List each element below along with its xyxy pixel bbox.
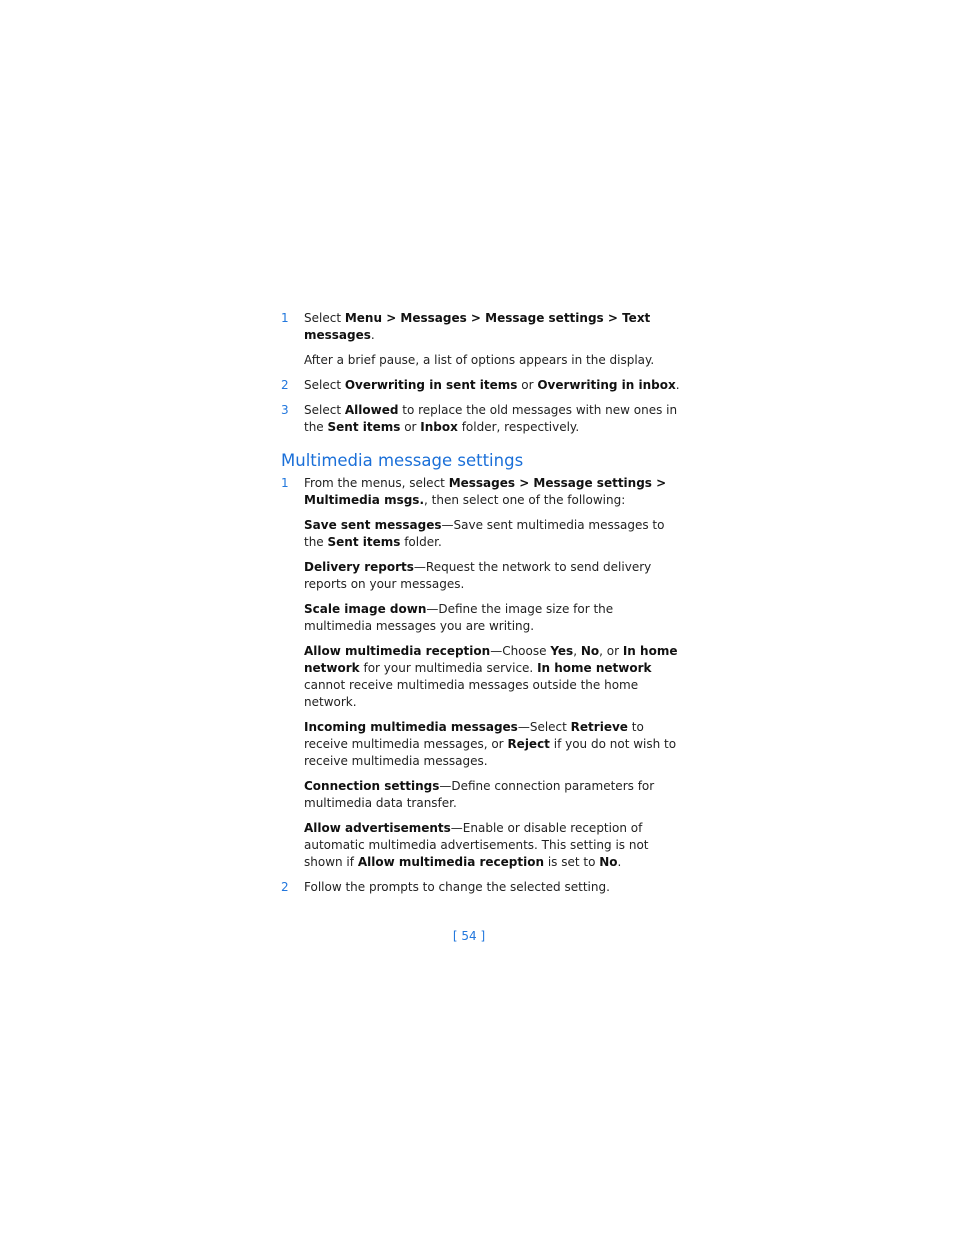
option-description — [281, 559, 681, 593]
choice-value: Retrieve — [570, 720, 628, 734]
text: , or — [599, 644, 623, 658]
menu-path: Menu > Messages > Message settings > Text messages — [304, 311, 651, 342]
step-item — [281, 310, 681, 344]
text: Follow the prompts to change the selected setting. — [304, 880, 610, 894]
option-name: Delivery reports — [304, 560, 414, 574]
option-name: Save sent messages — [304, 518, 442, 532]
option-description — [281, 601, 681, 635]
folder-name: Sent items — [327, 535, 401, 549]
option-name: Allow multimedia reception — [357, 855, 544, 869]
text: Select — [304, 378, 345, 392]
text: . — [370, 328, 375, 342]
text: —Define connection parameters for multimedia data transfer. — [304, 779, 655, 810]
text: , — [573, 644, 581, 658]
step-number: 1 — [281, 476, 289, 490]
text: folder, respectively. — [457, 420, 580, 434]
option-name: Scale image down — [304, 602, 427, 616]
page-content — [281, 310, 681, 896]
text: cannot receive multimedia messages outside the home network. — [304, 678, 639, 709]
page-number: [ 54 ] — [452, 929, 486, 943]
section-heading: Multimedia message settings — [281, 451, 524, 470]
step-item — [281, 377, 681, 394]
option-name: Allowed — [344, 403, 399, 417]
folder-name: Inbox — [420, 420, 458, 434]
text: or — [400, 420, 421, 434]
text: if you do not wish to receive multimedia messages. — [304, 737, 677, 768]
step-item — [281, 402, 681, 436]
text: —Define the image size for the multimedia messages you are writing. — [304, 602, 614, 633]
option-name: Allow multimedia reception — [304, 644, 491, 658]
text: . — [617, 855, 622, 869]
text: , then select one of the following: — [424, 493, 626, 507]
text: to replace the old messages with new ones in the — [304, 403, 678, 434]
option-description — [281, 820, 681, 871]
option-name: Connection settings — [304, 779, 440, 793]
step-number: 3 — [281, 403, 289, 417]
option-name: Incoming multimedia messages — [304, 720, 518, 734]
choice-value: Reject — [507, 737, 550, 751]
option-name: Overwriting in inbox — [537, 378, 676, 392]
option-description — [281, 719, 681, 770]
text: Select — [304, 403, 345, 417]
text: —Request the network to send delivery reports on your messages. — [304, 560, 652, 591]
option-description — [281, 517, 681, 551]
step-item — [281, 475, 681, 509]
text: for your multimedia service. — [359, 661, 538, 675]
option-description — [281, 643, 681, 711]
option-name: Allow advertisements — [304, 821, 451, 835]
folder-name: Sent items — [327, 420, 401, 434]
menu-path: Messages > Message settings > Multimedia msgs. — [304, 476, 667, 507]
choice-value: No — [599, 855, 618, 869]
option-description — [281, 778, 681, 812]
step-number: 1 — [281, 311, 289, 325]
option-name: Overwriting in sent items — [344, 378, 518, 392]
text: —Select — [517, 720, 571, 734]
choice-value: Yes — [550, 644, 574, 658]
text: or — [517, 378, 538, 392]
step-number: 2 — [281, 378, 289, 392]
text: From the menus, select — [304, 476, 449, 490]
text: —Enable or disable reception of automatic multimedia advertisements. This setting is not shown if — [304, 821, 649, 869]
text: Select — [304, 311, 345, 325]
step-item — [281, 879, 681, 896]
choice-value: In home network — [304, 644, 678, 675]
choice-value: In home network — [537, 661, 652, 675]
choice-value: No — [580, 644, 600, 658]
step-number: 2 — [281, 880, 289, 894]
text: —Choose — [490, 644, 551, 658]
text: is set to — [544, 855, 600, 869]
text: folder. — [400, 535, 442, 549]
text: —Save sent multimedia messages to the — [304, 518, 665, 549]
step-note: After a brief pause, a list of options appears in the display. — [304, 353, 655, 367]
text: to receive multimedia messages, or — [304, 720, 644, 751]
text: . — [675, 378, 680, 392]
